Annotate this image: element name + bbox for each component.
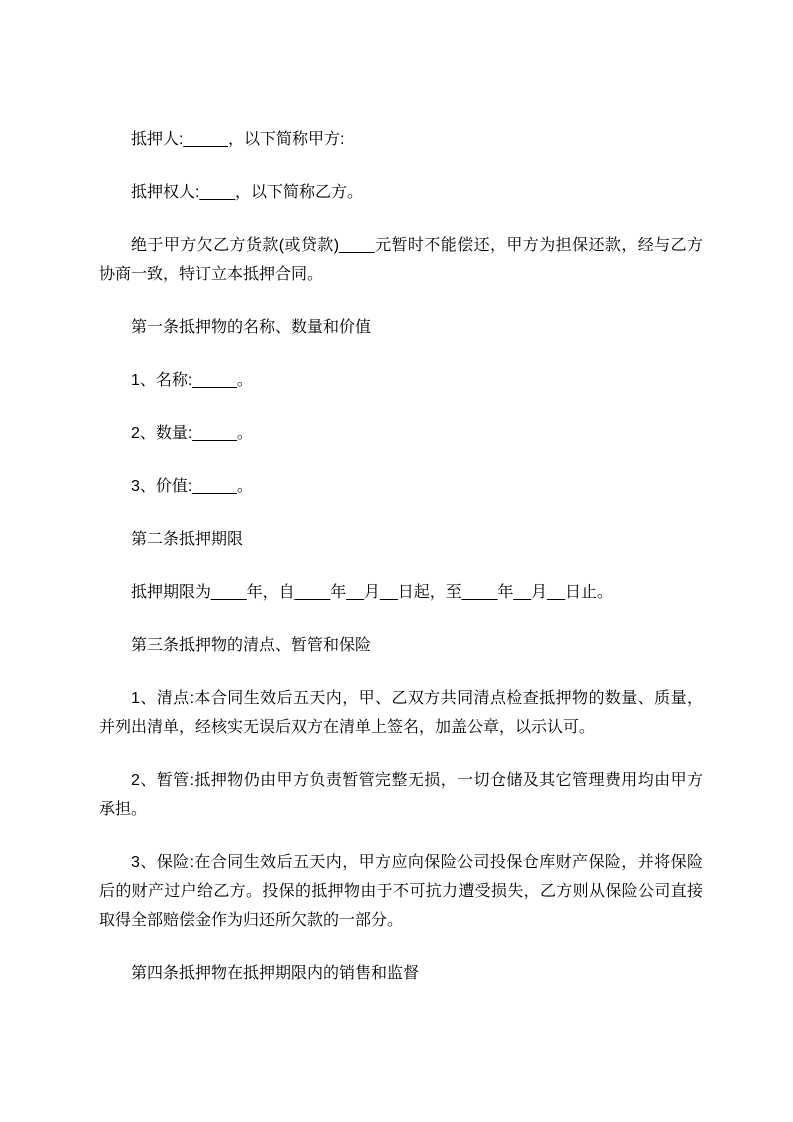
clause-2-heading: 第二条抵押期限 <box>131 531 244 548</box>
mortgagee-line: 抵押权人:____，以下简称乙方。 <box>131 184 364 201</box>
item-name-line: 1、名称:_____。 <box>131 372 253 389</box>
clause-3-heading: 第三条抵押物的清点、暂管和保险 <box>131 637 372 654</box>
item-quantity-line: 2、数量:_____。 <box>131 425 253 442</box>
clause-1-heading: 第一条抵押物的名称、数量和价值 <box>131 319 372 336</box>
document-content <box>99 125 703 1012</box>
preamble-paragraph: 绝于甲方欠乙方货款(或贷款)____元暂时不能偿还，甲方为担保还款，经与乙方协商一致，特订立本抵押合同。 <box>99 237 703 283</box>
clause-4-heading: 第四条抵押物在抵押期限内的销售和监督 <box>131 965 420 982</box>
item-value-line: 3、价值:_____。 <box>131 478 253 495</box>
custody-paragraph: 2、暂管:抵押物仍由甲方负责暂管完整无损，一切仓储及其它管理费用均由甲方承担。 <box>99 772 703 818</box>
mortgage-term-line: 抵押期限为____年，自____年__月__日起，至____年__月__日止。 <box>131 584 613 601</box>
mortgagor-line: 抵押人:_____，以下简称甲方: <box>131 131 345 148</box>
inventory-paragraph: 1、清点:本合同生效后五天内，甲、乙双方共同清点检查抵押物的数量、质量，并列出清单，经核实无误后双方在清单上签名，加盖公章，以示认可。 <box>99 690 703 736</box>
insurance-paragraph: 3、保险:在合同生效后五天内，甲方应向保险公司投保仓库财产保险，并将保险后的财产过户给乙方。投保的抵押物由于不可抗力遭受损失，乙方则从保险公司直接取得全部赔偿金作为归还所欠款的一部分。 <box>99 854 703 929</box>
